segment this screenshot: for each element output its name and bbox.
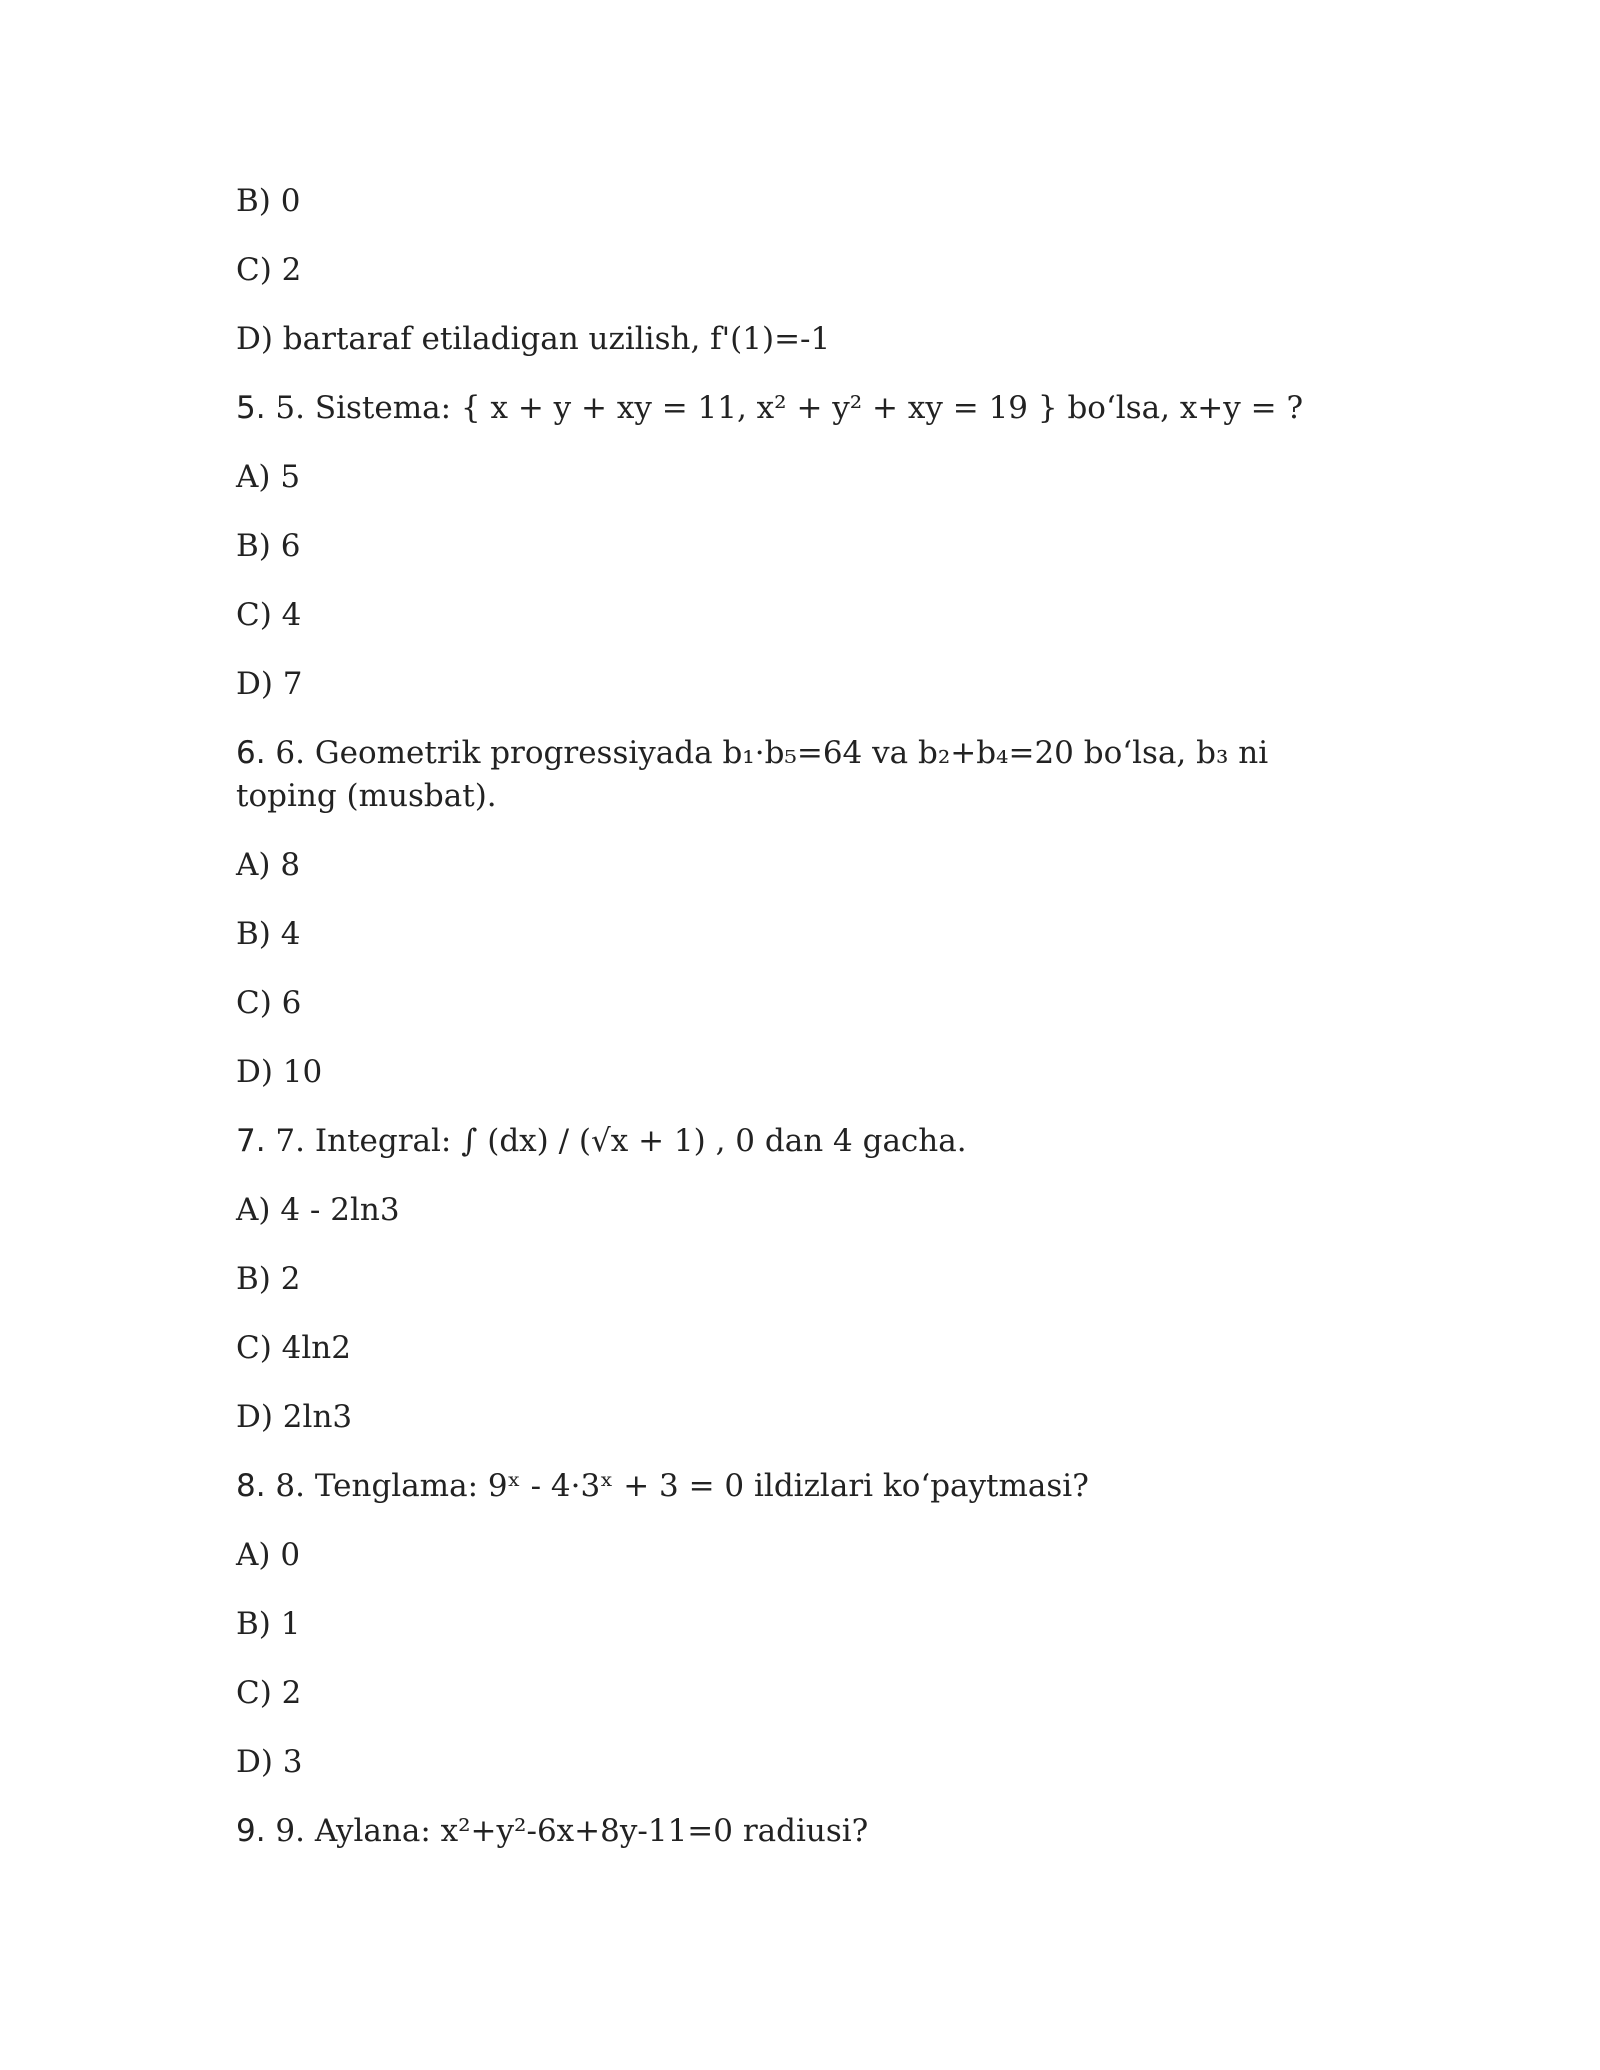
question-text: 8. Tenglama: 9ˣ - 4·3ˣ + 3 = 0 ildizlari ko‘paytmasi? — [265, 1468, 1089, 1504]
option-8-d: D) 3 — [236, 1744, 303, 1780]
question-text: 6. Geometrik progressiyada b₁·b₅=64 va b₂+b₄=20 bo‘lsa, b₃ ni toping (musbat). — [236, 735, 1269, 814]
question-text: 9. Aylana: x²+y²-6x+8y-11=0 radiusi? — [265, 1813, 869, 1849]
option-8-c: C) 2 — [236, 1675, 302, 1711]
option-prev-b: B) 0 — [236, 183, 301, 219]
option-6-a: A) 8 — [236, 847, 301, 883]
question-text: 7. Integral: ∫ (dx) / (√x + 1) , 0 dan 4 gacha. — [265, 1123, 967, 1159]
question-number: 9. — [236, 1813, 266, 1849]
option-6-c: C) 6 — [236, 985, 302, 1021]
option-7-c: C) 4ln2 — [236, 1330, 351, 1366]
option-8-a: A) 0 — [236, 1537, 301, 1573]
option-7-b: B) 2 — [236, 1261, 301, 1297]
option-5-c: C) 4 — [236, 597, 302, 633]
question-6 — [236, 732, 1356, 818]
question-7 — [236, 1120, 1356, 1163]
option-5-a: A) 5 — [236, 459, 301, 495]
question-text: 5. Sistema: { x + y + xy = 11, x² + y² + xy = 19 } bo‘lsa, x+y = ? — [265, 390, 1304, 426]
option-5-d: D) 7 — [236, 666, 303, 702]
option-prev-d: D) bartaraf etiladigan uzilish, f'(1)=-1 — [236, 321, 831, 357]
question-number: 5. — [236, 390, 266, 426]
question-9 — [236, 1810, 1356, 1853]
option-8-b: B) 1 — [236, 1606, 301, 1642]
question-number: 6. — [236, 735, 266, 771]
option-5-b: B) 6 — [236, 528, 301, 564]
question-number: 7. — [236, 1123, 266, 1159]
option-7-a: A) 4 - 2ln3 — [236, 1192, 400, 1228]
question-number: 8. — [236, 1468, 266, 1504]
question-8 — [236, 1465, 1356, 1508]
option-prev-c: C) 2 — [236, 252, 302, 288]
option-6-d: D) 10 — [236, 1054, 323, 1090]
option-7-d: D) 2ln3 — [236, 1399, 353, 1435]
option-6-b: B) 4 — [236, 916, 301, 952]
page-content — [236, 180, 1356, 1879]
question-5 — [236, 387, 1356, 430]
